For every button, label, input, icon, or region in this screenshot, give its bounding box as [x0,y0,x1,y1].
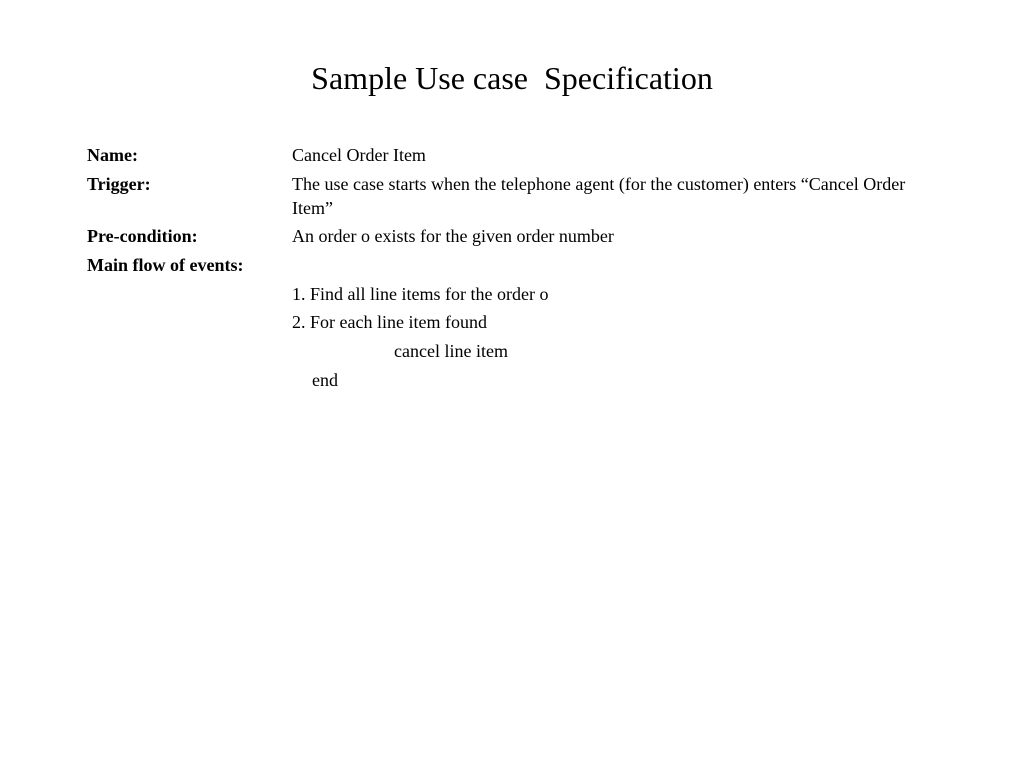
flow-step-2: 2. For each line item found [292,312,487,332]
field-name-value: Cancel Order Item [292,145,426,165]
flow-step-4: end [312,370,338,390]
field-precondition-label: Pre-condition: [87,226,198,246]
field-name-label: Name: [87,145,138,165]
field-trigger-label: Trigger: [87,174,151,194]
field-mainflow-label: Main flow of events: [87,255,244,275]
field-precondition-value: An order o exists for the given order number [292,226,614,246]
flow-step-1: 1. Find all line items for the order o [292,284,549,304]
flow-step-3: cancel line item [394,341,508,361]
field-trigger-value: The use case starts when the telephone agent (for the customer) enters “Cancel Order Item” [292,174,906,218]
slide-title: Sample Use case Specification [311,60,713,96]
